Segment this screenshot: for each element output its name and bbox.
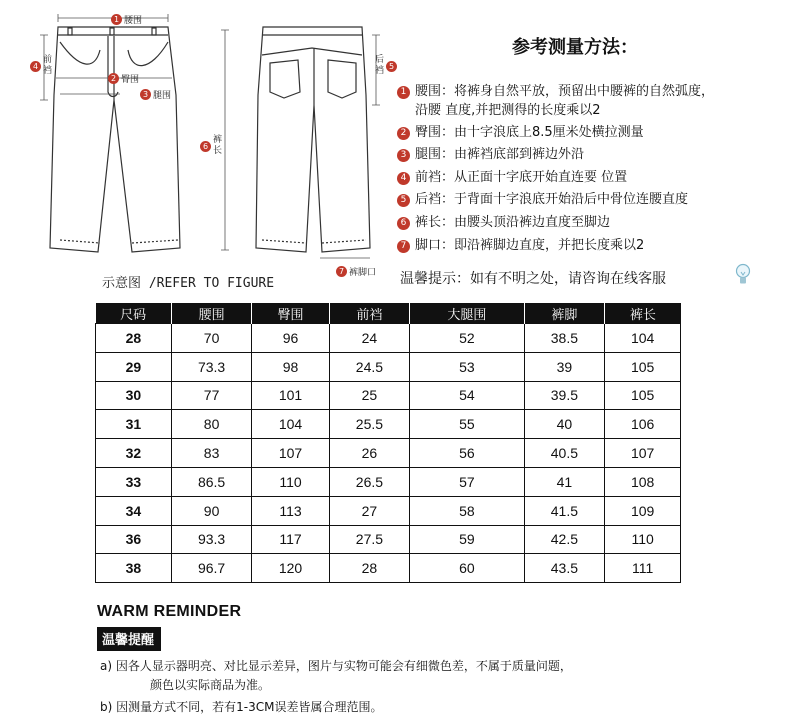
reminder-badge: 温馨提醒 [97, 627, 161, 651]
back-jeans-drawing [256, 27, 370, 252]
measure-cell: 24.5 [329, 352, 410, 381]
measure-cell: 96.7 [171, 554, 252, 583]
column-header: 大腿围 [410, 303, 524, 324]
table-row [96, 324, 681, 353]
column-header: 裤脚 [524, 303, 605, 324]
table-row [96, 381, 681, 410]
measure-cell: 80 [171, 410, 252, 439]
measure-cell: 41 [524, 467, 605, 496]
measure-cell: 113 [252, 496, 329, 525]
measure-cell: 105 [605, 352, 681, 381]
size-cell: 34 [96, 496, 172, 525]
front-jeans-drawing [50, 27, 180, 252]
size-cell: 31 [96, 410, 172, 439]
table-row [96, 467, 681, 496]
measure-cell: 27.5 [329, 525, 410, 554]
table-row [96, 496, 681, 525]
thigh-label: 3 腿围 [140, 88, 171, 101]
measure-cell: 105 [605, 381, 681, 410]
measure-cell: 39 [524, 352, 605, 381]
measure-cell: 28 [329, 554, 410, 583]
measure-cell: 27 [329, 496, 410, 525]
measure-cell: 117 [252, 525, 329, 554]
measure-cell: 60 [410, 554, 524, 583]
measure-cell: 107 [605, 439, 681, 468]
table-row [96, 439, 681, 468]
measure-cell: 104 [605, 324, 681, 353]
reminder-note-b: b) 因测量方式不同，若有1-3CM误差皆属合理范围。 [100, 700, 383, 714]
figure-caption: 示意图 /REFER TO FIGURE [102, 276, 275, 291]
measure-cell: 104 [252, 410, 329, 439]
measure-cell: 39.5 [524, 381, 605, 410]
measure-cell: 59 [410, 525, 524, 554]
column-header: 前裆 [329, 303, 410, 324]
measure-cell: 86.5 [171, 467, 252, 496]
step-hip: 2 臀围：由十字浪底上8.5厘米处横拉测量 [397, 125, 644, 141]
measure-cell: 52 [410, 324, 524, 353]
measure-cell: 109 [605, 496, 681, 525]
measure-cell: 24 [329, 324, 410, 353]
measure-cell: 111 [605, 554, 681, 583]
reminder-title: WARM REMINDER [97, 603, 242, 620]
measure-cell: 25 [329, 381, 410, 410]
step-back-rise: 5 后裆：于背面十字浪底开始沿后中骨位连腰直度 [397, 192, 688, 208]
size-cell: 32 [96, 439, 172, 468]
measure-cell: 93.3 [171, 525, 252, 554]
front-rise-label: 4 前 裆 [30, 55, 52, 77]
measure-cell: 70 [171, 324, 252, 353]
measure-cell: 77 [171, 381, 252, 410]
hip-label: 2 臀围 [108, 72, 139, 85]
measure-cell: 120 [252, 554, 329, 583]
measure-cell: 107 [252, 439, 329, 468]
measure-cell: 42.5 [524, 525, 605, 554]
size-cell: 38 [96, 554, 172, 583]
size-cell: 33 [96, 467, 172, 496]
measure-cell: 110 [605, 525, 681, 554]
measure-cell: 26 [329, 439, 410, 468]
waist-label: 1 腰围 [111, 13, 142, 26]
measure-cell: 90 [171, 496, 252, 525]
reminder-note-a-cont: 颜色以实际商品为准。 [150, 678, 271, 692]
column-header: 臀围 [252, 303, 329, 324]
column-header: 腰围 [171, 303, 252, 324]
measure-cell: 73.3 [171, 352, 252, 381]
table-row [96, 352, 681, 381]
measure-cell: 26.5 [329, 467, 410, 496]
step-waist-cont: 沿腰 直度,并把测得的长度乘以2 [415, 103, 601, 118]
lightbulb-icon [735, 262, 751, 288]
column-header: 尺码 [96, 303, 172, 324]
size-cell: 30 [96, 381, 172, 410]
size-table-body [96, 324, 681, 583]
step-length: 6 裤长：由腰头顶沿裤边直度至脚边 [397, 215, 610, 231]
measure-cell: 108 [605, 467, 681, 496]
measure-cell: 98 [252, 352, 329, 381]
table-row [96, 525, 681, 554]
table-row [96, 410, 681, 439]
table-header-row [96, 303, 681, 324]
measure-cell: 40.5 [524, 439, 605, 468]
reminder-note-a: a) 因各人显示器明亮、对比显示差异，图片与实物可能会有细微色差，不属于质量问题， [100, 659, 572, 673]
measure-cell: 40 [524, 410, 605, 439]
method-title: 参考测量方法： [512, 37, 638, 58]
size-cell: 29 [96, 352, 172, 381]
size-cell: 28 [96, 324, 172, 353]
table-row [96, 554, 681, 583]
measure-cell: 83 [171, 439, 252, 468]
column-header: 裤长 [605, 303, 681, 324]
length-label: 6 裤 长 [200, 135, 222, 157]
hem-label: 7 裤脚口 [336, 265, 376, 278]
step-thigh: 3 腿围：由裤裆底部到裤边外沿 [397, 147, 584, 163]
measure-cell: 55 [410, 410, 524, 439]
size-table [95, 303, 681, 583]
measure-cell: 101 [252, 381, 329, 410]
step-front-rise: 4 前裆：从正面十字底开始直连要 位置 [397, 170, 627, 186]
measure-cell: 38.5 [524, 324, 605, 353]
measure-cell: 53 [410, 352, 524, 381]
measure-cell: 57 [410, 467, 524, 496]
measure-cell: 43.5 [524, 554, 605, 583]
measure-cell: 54 [410, 381, 524, 410]
step-hem: 7 脚口：即沿裤脚边直度，并把长度乘以2 [397, 238, 644, 254]
measure-cell: 96 [252, 324, 329, 353]
tip-text: 温馨提示：如有不明之处，请咨询在线客服 [400, 271, 666, 287]
step-waist: 1 腰围：将裤身自然平放，预留出中腰裤的自然弧度， [397, 84, 714, 100]
measure-cell: 41.5 [524, 496, 605, 525]
measure-cell: 25.5 [329, 410, 410, 439]
measure-cell: 56 [410, 439, 524, 468]
size-cell: 36 [96, 525, 172, 554]
measure-cell: 106 [605, 410, 681, 439]
measure-cell: 58 [410, 496, 524, 525]
back-rise-label: 后 裆 5 [375, 55, 397, 77]
measure-cell: 110 [252, 467, 329, 496]
